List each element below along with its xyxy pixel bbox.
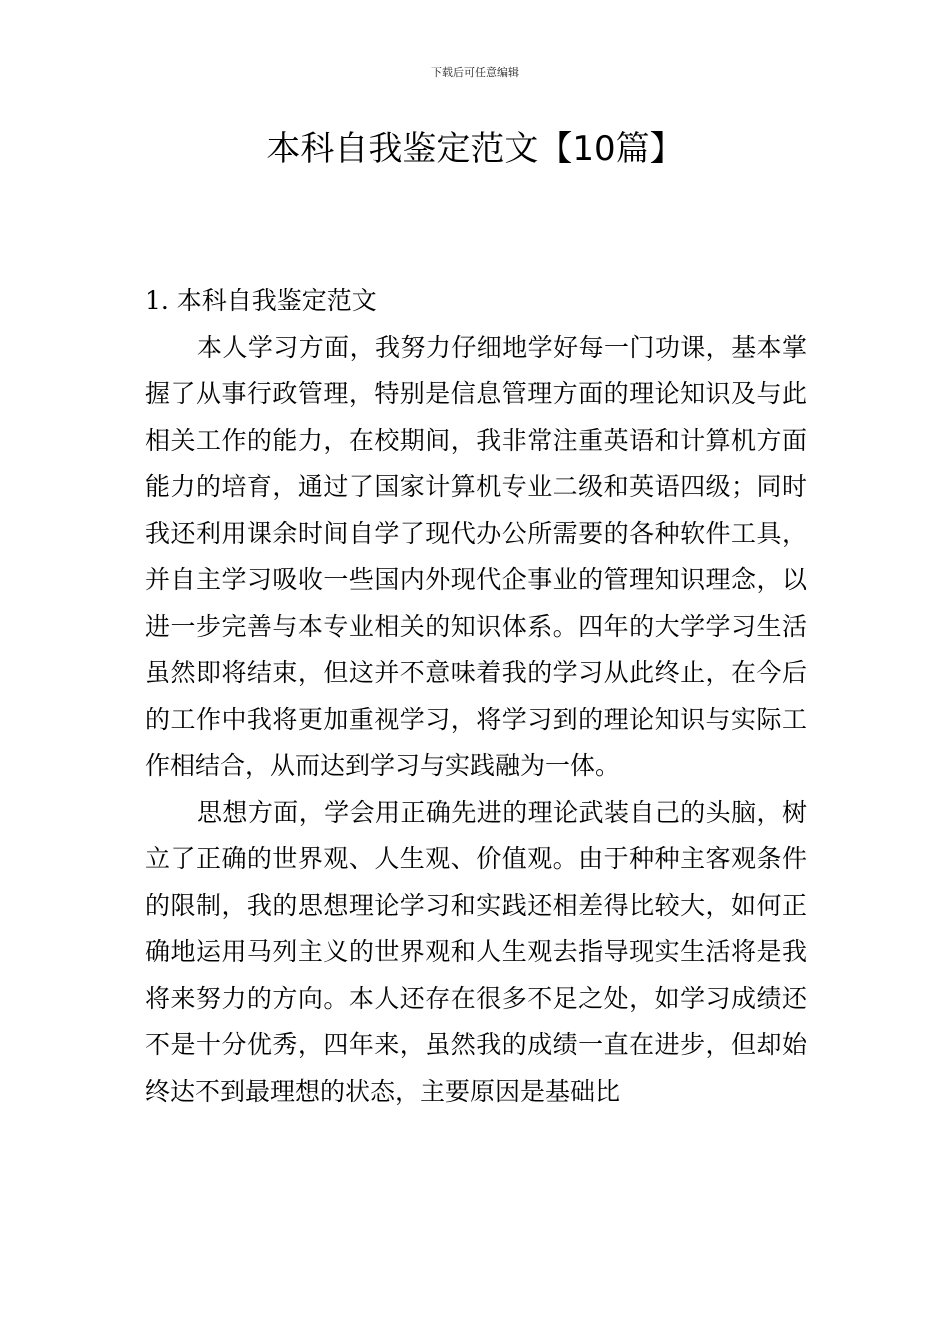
document-title: 本科自我鉴定范文【10篇】 xyxy=(266,129,684,169)
document-body xyxy=(145,278,807,1115)
paragraph-study: 本人学习方面，我努力仔细地学好每一门功课，基本掌握了从事行政管理，特别是信息管理方面的理论知识及与此相关工作的能力，在校期间，我非常注重英语和计算机方面能力的培育，通过了国家计算机专业二级和英语四级；同时我还利用课余时间自学了现代办公所需要的各种软件工具，并自主学习吸收一些国内外现代企事业的管理知识理念，以进一步完善与本专业相关的知识体系。四年的大学学习生活虽然即将结束，但这并不意味着我的学习从此终止，在今后的工作中我将更加重视学习，将学习到的理论知识与实际工作相结合，从而达到学习与实践融为一体。 xyxy=(145,332,807,780)
paragraph-thought: 思想方面，学会用正确先进的理论武装自己的头脑，树立了正确的世界观、人生观、价值观。由于种种主客观条件的限制，我的思想理论学习和实践还相差得比较大，如何正确地运用马列主义的世界观和人生观去指导现实生活将是我将来努力的方向。本人还存在很多不足之处，如学习成绩还不是十分优秀，四年来，虽然我的成绩一直在进步，但却始终达不到最理想的状态，主要原因是基础比 xyxy=(145,797,807,1106)
section-heading: 1. 本科自我鉴定范文 xyxy=(145,286,377,315)
header-note: 下载后可任意编辑 xyxy=(431,66,519,79)
